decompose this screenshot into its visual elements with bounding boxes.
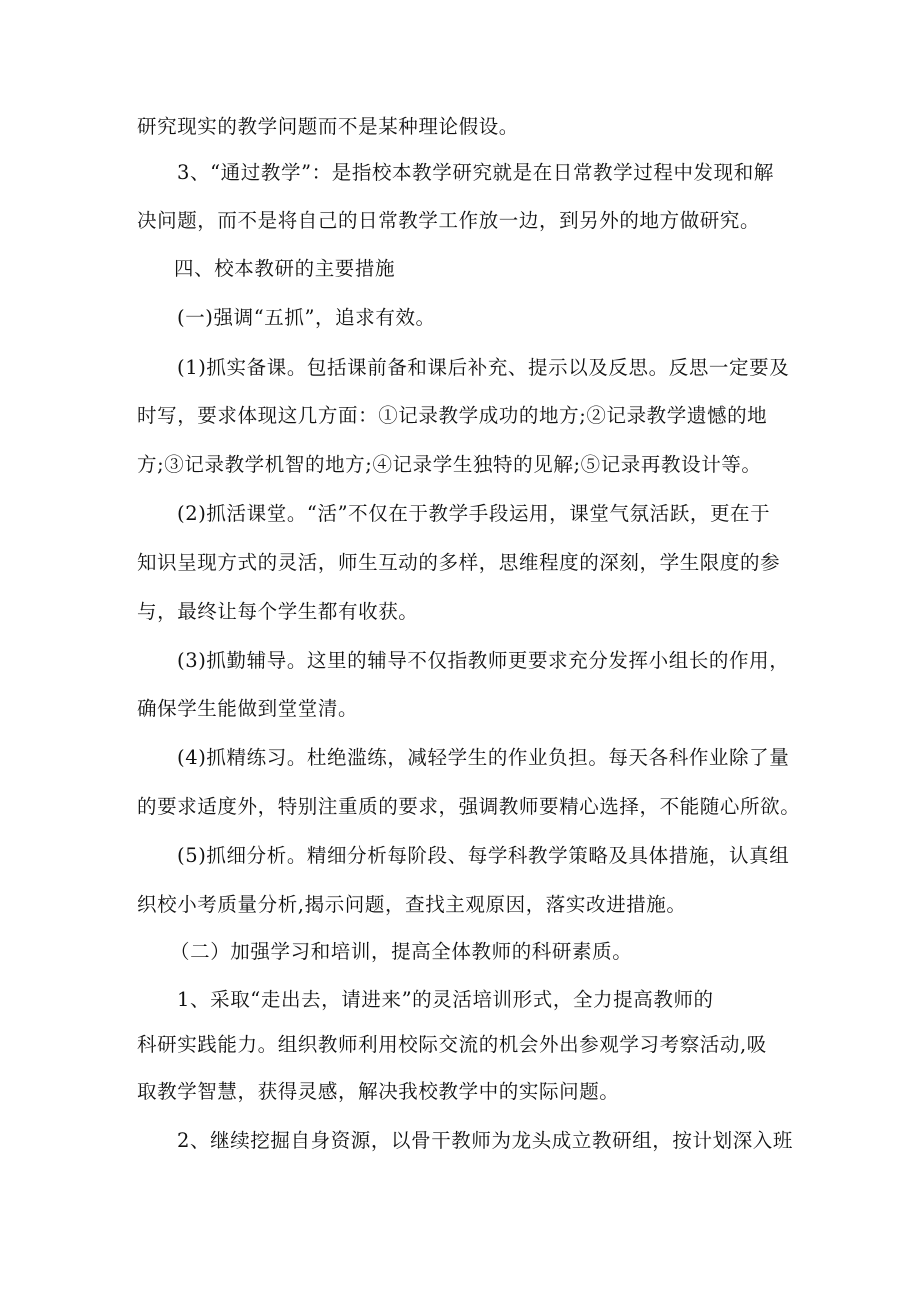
text-line: 与，最终让每个学生都有收获。 <box>137 600 419 623</box>
text-line: 的要求适度外，特别注重质的要求，强调教师要精心选择，不能随心所欲。 <box>137 795 801 818</box>
text-line: (1)抓实备课。包括课前备和课后补充、提示以及反思。反思一定要及 <box>177 356 790 379</box>
text-line: (2)抓活课堂。“活”不仅在于教学手段运用，课堂气氛活跃，更在于 <box>177 502 771 525</box>
text-line: 研究现实的教学问题而不是某种理论假设。 <box>137 115 519 138</box>
text-line: (5)抓细分析。精细分析每阶段、每学科教学策略及具体措施，认真组 <box>177 844 790 867</box>
text-line: 确保学生能做到堂堂清。 <box>137 697 359 720</box>
text-line: (4)抓精练习。杜绝滥练，减轻学生的作业负担。每天各科作业除了量 <box>177 746 790 769</box>
text-line: 知识呈现方式的灵活，师生互动的多样，思维程度的深刻，学生限度的参 <box>137 551 781 574</box>
text-line: 2、继续挖掘自身资源，以骨干教师为龙头成立教研组，按计划深入班 <box>177 1129 794 1152</box>
text-line: (3)抓勤辅导。这里的辅导不仅指教师更要求充分发挥小组长的作用， <box>177 649 790 672</box>
text-line: 3、“通过教学”：是指校本教学研究就是在日常教学过程中发现和解 <box>177 161 774 184</box>
text-line: 1、采取“走出去，请进来”的灵活培训形式，全力提高教师的 <box>177 988 714 1011</box>
section-heading: 四、校本教研的主要措施 <box>174 257 396 280</box>
text-line: 时写，要求体现这几方面：①记录教学成功的地方;②记录教学遗憾的地 <box>137 404 768 427</box>
text-line: 决问题，而不是将自己的日常教学工作放一边，到另外的地方做研究。 <box>137 209 761 232</box>
text-line: 科研实践能力。组织教师利用校际交流的机会外出参观学习考察活动,吸 <box>137 1033 767 1056</box>
text-line: 方;③记录教学机智的地方;④记录学生独特的见解;⑤记录再教设计等。 <box>137 453 762 476</box>
text-line: 取教学智慧，获得灵感，解决我校教学中的实际问题。 <box>137 1080 620 1103</box>
subsection-heading: （二）加强学习和培训，提高全体教师的科研素质。 <box>170 940 633 963</box>
text-line: 织校小考质量分析,揭示问题，查找主观原因，落实改进措施。 <box>137 893 687 916</box>
subsection-heading: (一)强调“五抓”，追求有效。 <box>177 306 436 329</box>
